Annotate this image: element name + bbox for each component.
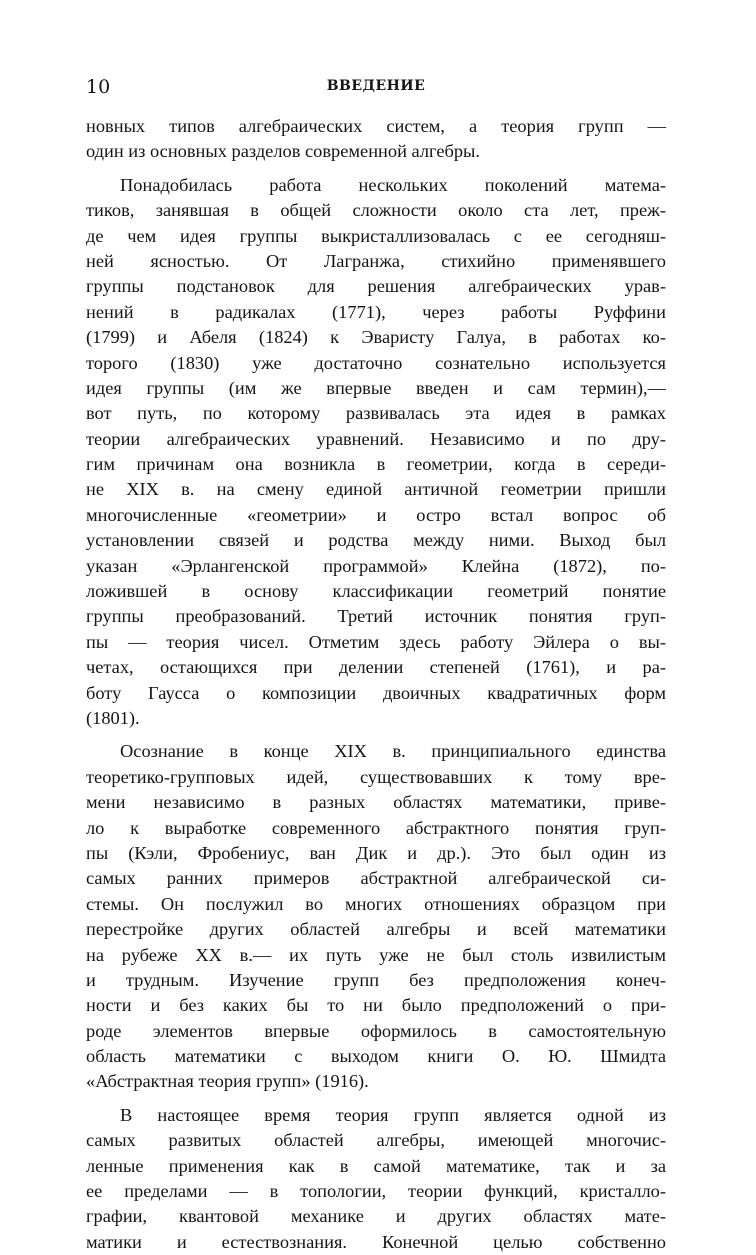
text-line: тиков, занявшая в общей сложности около ста лет, преж- bbox=[86, 200, 666, 221]
text-line: один из основных разделов современной алгебры. bbox=[86, 141, 480, 162]
paragraph-gap bbox=[86, 165, 666, 173]
text-line: теоретико-групповых идей, существовавших к тому вре- bbox=[86, 766, 666, 787]
text-line: группы подстановок для решения алгебраических урав- bbox=[86, 276, 666, 297]
text-line: перестройке других областей алгебры и всей математики bbox=[86, 919, 666, 940]
text-line: боту Гаусса о композиции двоичных квадратичных форм bbox=[86, 682, 666, 703]
text-line: ложившей в основу классификации геометрий понятие bbox=[86, 581, 666, 602]
text-line: торого (1830) уже достаточно сознательно используется bbox=[86, 352, 666, 373]
text-line: и трудным. Изучение групп без предположения конеч- bbox=[86, 969, 666, 990]
text-line: Осознание в конце XIX в. принципиального единства bbox=[120, 741, 666, 762]
text-line: ее пределами — в топологии, теории функций, кристалло- bbox=[86, 1181, 666, 1202]
section-title: ВВЕДЕНИЕ bbox=[326, 78, 426, 94]
paragraph-gap bbox=[86, 731, 666, 739]
text-line: группы преобразований. Третий источник понятия груп- bbox=[86, 606, 666, 627]
text-line: ней ясностью. От Лагранжа, стихийно применявшего bbox=[86, 250, 666, 271]
text-line: матики и естествознания. Конечной целью собственно bbox=[86, 1231, 666, 1252]
paragraph bbox=[86, 739, 666, 1094]
paragraph-gap bbox=[86, 1095, 666, 1103]
text-line: ности и без каких бы то ни было предположений о при- bbox=[86, 995, 666, 1016]
text-line: самых ранних примеров абстрактной алгебраической си- bbox=[86, 868, 666, 889]
text-line: четах, остающихся при делении степеней (1761), и ра- bbox=[86, 657, 666, 678]
text-line: (1799) и Абеля (1824) к Эваристу Галуа, в работах ко- bbox=[86, 327, 666, 348]
text-line: роде элементов впервые оформилось в самостоятельную bbox=[86, 1020, 666, 1041]
text-line: область математики с выходом книги О. Ю. Шмидта bbox=[86, 1046, 666, 1067]
text-line: самых развитых областей алгебры, имеющей многочис- bbox=[86, 1130, 666, 1151]
text-line: пы (Кэли, Фробениус, ван Дик и др.). Это был один из bbox=[86, 842, 666, 863]
text-line: стемы. Он послужил во многих отношениях образцом при bbox=[86, 893, 666, 914]
text-line: не XIX в. на смену единой античной геометрии пришли bbox=[86, 479, 666, 500]
text-line: вот путь, по которому развивалась эта идея в рамках bbox=[86, 403, 666, 424]
running-head bbox=[86, 76, 666, 100]
paragraph bbox=[86, 173, 666, 732]
text-line: нений в радикалах (1771), через работы Руффини bbox=[86, 301, 666, 322]
text-line: ло к выработке современного абстрактного понятия груп- bbox=[86, 817, 666, 838]
text-line: Понадобилась работа нескольких поколений матема- bbox=[120, 174, 666, 195]
text-line: де чем идея группы выкристаллизовалась с ее сегодняш- bbox=[86, 225, 666, 246]
text-line: В настоящее время теория групп является одной из bbox=[120, 1104, 666, 1125]
text-line: на рубеже XX в.— их путь уже не был столь извилистым bbox=[86, 944, 666, 965]
text-line: мени независимо в разных областях математики, приве- bbox=[86, 792, 666, 813]
page-number: 10 bbox=[86, 76, 111, 98]
text-line: «Абстрактная теория групп» (1916). bbox=[86, 1071, 369, 1092]
text-line: теории алгебраических уравнений. Независимо и по дру- bbox=[86, 428, 666, 449]
text-line: установлении связей и родства между ними. Выход был bbox=[86, 530, 666, 551]
text-line: ленные применения как в самой математике, так и за bbox=[86, 1155, 666, 1176]
text-line: пы — теория чисел. Отметим здесь работу Эйлера о вы- bbox=[86, 631, 666, 652]
text-line: идея группы (им же впервые введен и сам термин),— bbox=[86, 377, 666, 398]
text-line: указан «Эрлангенской программой» Клейна (1872), по- bbox=[86, 555, 666, 576]
paragraph bbox=[86, 1103, 666, 1255]
paragraph bbox=[86, 114, 666, 165]
text-line: графии, квантовой механике и других областях мате- bbox=[86, 1206, 666, 1227]
text-line: (1801). bbox=[86, 707, 140, 728]
body-text bbox=[86, 114, 666, 1255]
text-line: гим причинам она возникла в геометрии, когда в середи- bbox=[86, 454, 666, 475]
text-line: новных типов алгебраических систем, а теория групп — bbox=[86, 116, 666, 136]
text-line: многочисленные «геометрии» и остро встал вопрос об bbox=[86, 504, 666, 525]
